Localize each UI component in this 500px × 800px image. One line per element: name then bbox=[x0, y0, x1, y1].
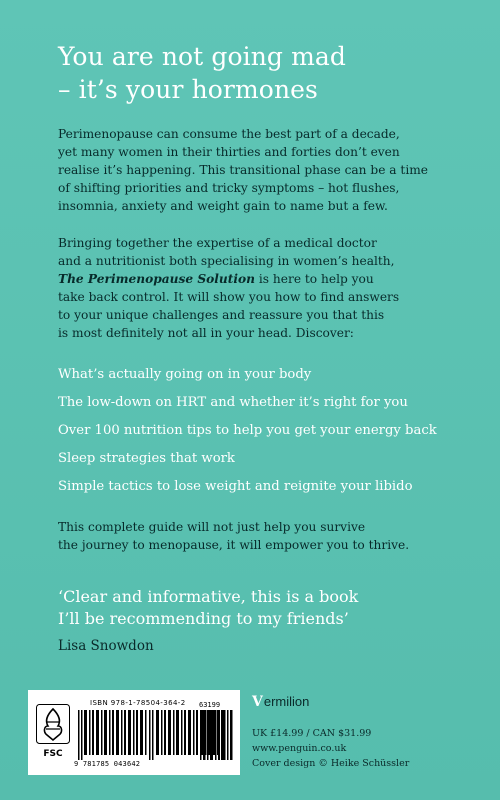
cover-credit: Cover design © Heike Schüssler bbox=[252, 758, 410, 769]
discover-item: Over 100 nutrition tips to help you get your energy back bbox=[58, 423, 437, 438]
body-line: Bringing together the expertise of a medical doctor bbox=[58, 236, 377, 250]
publisher-name: ermilion bbox=[263, 694, 310, 709]
book-title: The Perimenopause Solution bbox=[58, 272, 256, 286]
addon-digits: 63199 bbox=[199, 701, 221, 709]
discover-item: What’s actually going on in your body bbox=[58, 367, 312, 382]
intro-line: insomnia, anxiety and weight gain to name but a few. bbox=[58, 199, 388, 213]
fsc-label: FSC bbox=[43, 749, 63, 759]
price: UK £14.99 / CAN $31.99 bbox=[252, 728, 372, 739]
body-line: take back control. It will show you how to find answers bbox=[58, 290, 400, 304]
quote-line-1: ‘Clear and informative, this is a book bbox=[58, 587, 359, 606]
website: www.penguin.co.uk bbox=[252, 743, 347, 754]
endorsement-quote bbox=[58, 586, 488, 630]
fsc-logo-icon bbox=[36, 704, 70, 760]
quote-author: Lisa Snowdon bbox=[58, 638, 154, 654]
headline-line-2: – it’s your hormones bbox=[58, 75, 318, 104]
discover-list bbox=[58, 366, 488, 506]
body-paragraph bbox=[58, 234, 478, 342]
discover-item: Simple tactics to lose weight and reignite your libido bbox=[58, 479, 413, 494]
quote-line-2: I’ll be recommending to my friends’ bbox=[58, 609, 349, 628]
closing-line: This complete guide will not just help you survive bbox=[58, 520, 366, 534]
intro-line: Perimenopause can consume the best part of a decade, bbox=[58, 127, 400, 141]
vermilion-v-mark: V bbox=[252, 694, 263, 710]
intro-line: yet many women in their thirties and forties don’t even bbox=[58, 145, 400, 159]
intro-line: realise it’s happening. This transitional phase can be a time bbox=[58, 163, 428, 177]
headline bbox=[58, 40, 478, 106]
discover-item: The low-down on HRT and whether it’s right for you bbox=[58, 395, 408, 410]
publisher-logo bbox=[252, 694, 309, 710]
closing-paragraph bbox=[58, 518, 478, 554]
body-line: and a nutritionist both specialising in women’s health, bbox=[58, 254, 395, 268]
body-line-rest: is here to help you bbox=[255, 272, 374, 286]
headline-line-1: You are not going mad bbox=[58, 42, 346, 71]
publisher-info bbox=[252, 726, 409, 771]
discover-item: Sleep strategies that work bbox=[58, 451, 235, 466]
ean-digits: 9 781785 043642 bbox=[74, 760, 141, 768]
intro-line: of shifting priorities and tricky symptoms – hot flushes, bbox=[58, 181, 400, 195]
intro-paragraph bbox=[58, 125, 478, 215]
body-line bbox=[58, 270, 478, 288]
isbn-label: ISBN 978-1-78504-364-2 bbox=[90, 699, 186, 707]
addon-barcode bbox=[200, 710, 234, 760]
body-line: to your unique challenges and reassure you that this bbox=[58, 308, 385, 322]
body-line: is most definitely not all in your head. Discover: bbox=[58, 326, 354, 340]
barcode-panel bbox=[28, 690, 240, 775]
closing-line: the journey to menopause, it will empower you to thrive. bbox=[58, 538, 410, 552]
